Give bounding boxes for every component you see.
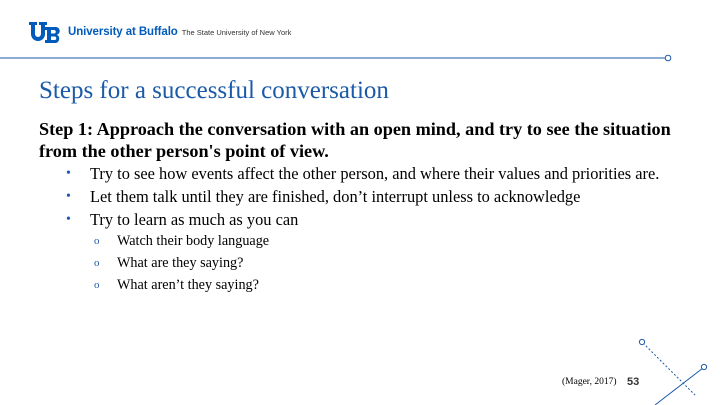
header-divider xyxy=(0,52,720,64)
bullet-marker: • xyxy=(66,189,71,204)
list-item xyxy=(66,164,666,184)
sub-list-item xyxy=(90,254,666,273)
ub-logo-icon xyxy=(28,21,64,43)
bullet-list xyxy=(66,164,666,298)
bullet-marker: • xyxy=(66,212,71,227)
sub-marker: o xyxy=(94,279,100,291)
university-subtitle: The State University of New York xyxy=(181,27,292,37)
university-name: University at Buffalo xyxy=(68,26,178,38)
university-header xyxy=(28,21,291,43)
sub-item-text: What aren’t they saying? xyxy=(117,277,259,293)
sub-marker: o xyxy=(94,235,100,247)
sub-item-text: What are they saying? xyxy=(117,255,244,271)
bullet-text: Let them talk until they are finished, don’t interrupt unless to acknowledge xyxy=(90,187,581,206)
sub-marker: o xyxy=(94,257,100,269)
step-heading: Step 1: Approach the conversation with an open mind, and try to see the situation from the other person's point of view. xyxy=(39,119,671,161)
sub-list-item xyxy=(90,232,666,251)
bullet-marker: • xyxy=(66,166,71,181)
decorative-lines-icon xyxy=(620,325,720,405)
sub-list-item xyxy=(90,276,666,295)
sub-item-text: Watch their body language xyxy=(117,233,270,249)
bullet-text: Try to learn as much as you can xyxy=(90,210,299,229)
sub-list xyxy=(90,232,666,295)
slide-title: Steps for a successful conversation xyxy=(39,77,389,104)
page-number: 53 xyxy=(627,376,640,388)
bullet-text: Try to see how events affect the other person, and where their values and priorities are. xyxy=(90,164,660,183)
list-item xyxy=(66,210,666,295)
citation: (Mager, 2017) xyxy=(562,377,617,387)
list-item xyxy=(66,187,666,207)
